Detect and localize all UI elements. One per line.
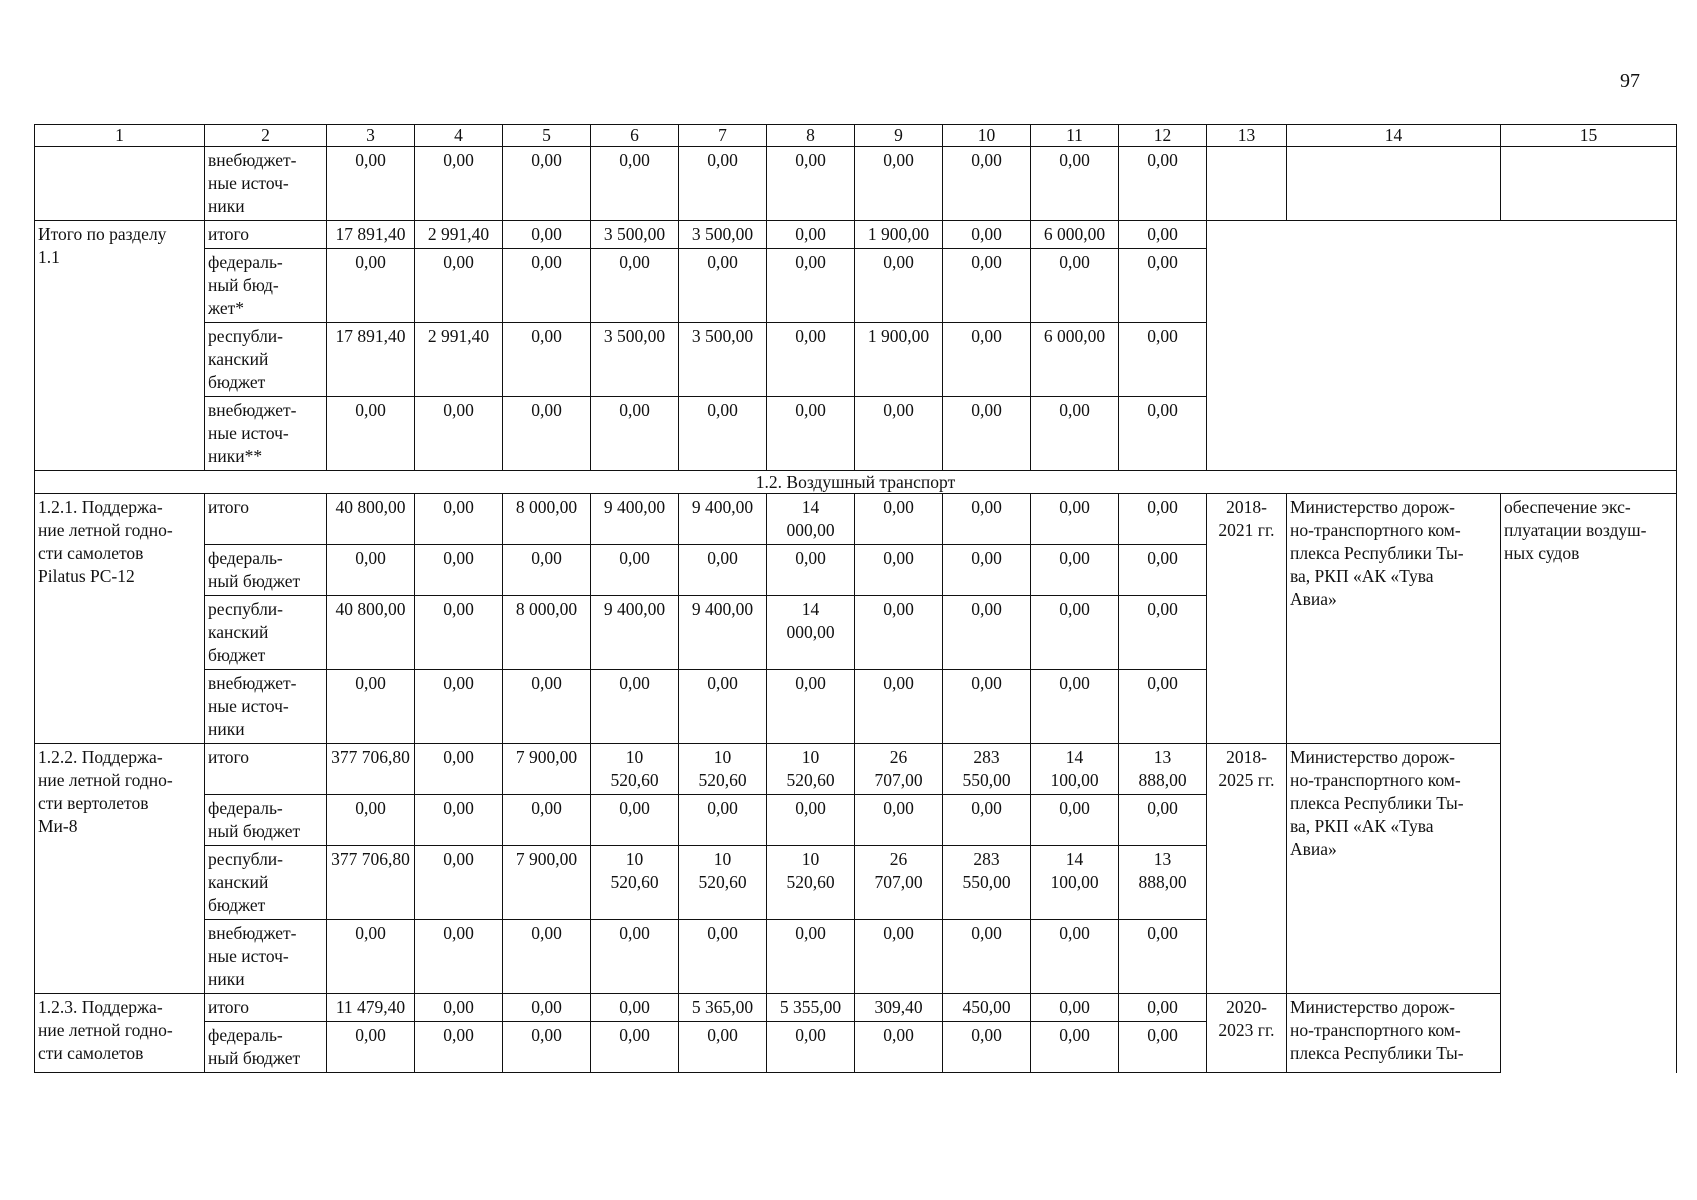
value-cell: 8 000,00 <box>503 494 591 545</box>
value-cell: 0,00 <box>1031 494 1119 545</box>
value-cell: 0,00 <box>767 147 855 221</box>
value-cell: 8 000,00 <box>503 596 591 670</box>
value-cell: 14 100,00 <box>1031 846 1119 920</box>
value-cell: 0,00 <box>327 795 415 846</box>
value-cell: 2 991,40 <box>415 323 503 397</box>
value-cell: 0,00 <box>415 670 503 744</box>
table-row <box>35 494 1677 545</box>
value-cell: 0,00 <box>943 249 1031 323</box>
value-cell: 10 520,60 <box>591 744 679 795</box>
funding-source: республи- канский бюджет <box>205 596 327 670</box>
implementation-period: 2018- 2025 гг. <box>1207 744 1287 994</box>
empty-cell <box>35 147 205 221</box>
value-cell: 14 100,00 <box>1031 744 1119 795</box>
value-cell: 0,00 <box>855 795 943 846</box>
value-cell: 26 707,00 <box>855 846 943 920</box>
value-cell: 0,00 <box>767 795 855 846</box>
column-header: 14 <box>1287 125 1501 147</box>
value-cell: 0,00 <box>943 545 1031 596</box>
value-cell: 0,00 <box>503 323 591 397</box>
value-cell: 0,00 <box>855 545 943 596</box>
value-cell: 10 520,60 <box>591 846 679 920</box>
value-cell: 10 520,60 <box>767 744 855 795</box>
value-cell: 1 900,00 <box>855 323 943 397</box>
value-cell: 0,00 <box>855 147 943 221</box>
value-cell: 0,00 <box>943 494 1031 545</box>
table-row <box>35 221 1677 249</box>
executor: Министерство дорож- но-транспортного ком- плекса Республики Ты- ва, РКП «АК «Тува Авиа» <box>1287 744 1501 994</box>
value-cell: 0,00 <box>767 545 855 596</box>
value-cell: 6 000,00 <box>1031 323 1119 397</box>
value-cell: 0,00 <box>855 1022 943 1073</box>
column-header: 11 <box>1031 125 1119 147</box>
value-cell: 0,00 <box>1119 596 1207 670</box>
value-cell: 377 706,80 <box>327 846 415 920</box>
value-cell: 0,00 <box>1119 147 1207 221</box>
funding-source: республи- канский бюджет <box>205 846 327 920</box>
value-cell: 0,00 <box>855 249 943 323</box>
value-cell: 377 706,80 <box>327 744 415 795</box>
funding-source: федераль- ный бюджет <box>205 1022 327 1073</box>
funding-source: внебюджет- ные источ- ники <box>205 147 327 221</box>
funding-source: федераль- ный бюджет <box>205 545 327 596</box>
value-cell: 14 000,00 <box>767 494 855 545</box>
value-cell: 0,00 <box>1119 670 1207 744</box>
value-cell: 26 707,00 <box>855 744 943 795</box>
value-cell: 0,00 <box>943 670 1031 744</box>
value-cell: 0,00 <box>415 744 503 795</box>
value-cell: 0,00 <box>415 494 503 545</box>
value-cell: 0,00 <box>415 1022 503 1073</box>
funding-source: внебюджет- ные источ- ники <box>205 670 327 744</box>
value-cell: 0,00 <box>591 795 679 846</box>
executor: Министерство дорож- но-транспортного ком- плекса Республики Ты- ва, РКП «АК «Тува Авиа» <box>1287 494 1501 744</box>
empty-cell <box>1287 147 1501 221</box>
value-cell: 0,00 <box>1119 545 1207 596</box>
value-cell: 0,00 <box>591 920 679 994</box>
measure-name: 1.2.3. Поддержа- ние летной годно- сти самолетов <box>35 994 205 1073</box>
value-cell: 10 520,60 <box>767 846 855 920</box>
value-cell: 17 891,40 <box>327 221 415 249</box>
value-cell: 0,00 <box>327 545 415 596</box>
value-cell: 0,00 <box>591 249 679 323</box>
value-cell: 0,00 <box>503 221 591 249</box>
value-cell: 0,00 <box>679 147 767 221</box>
column-header: 12 <box>1119 125 1207 147</box>
value-cell: 0,00 <box>1119 494 1207 545</box>
value-cell: 0,00 <box>415 795 503 846</box>
value-cell: 450,00 <box>943 994 1031 1022</box>
value-cell: 6 000,00 <box>1031 221 1119 249</box>
value-cell: 0,00 <box>943 920 1031 994</box>
value-cell: 10 520,60 <box>679 744 767 795</box>
value-cell: 0,00 <box>1119 994 1207 1022</box>
value-cell: 0,00 <box>679 249 767 323</box>
column-header: 10 <box>943 125 1031 147</box>
section-total-label: Итого по разделу 1.1 <box>35 221 205 471</box>
funding-source: федераль- ный бюд- жет* <box>205 249 327 323</box>
value-cell: 0,00 <box>327 147 415 221</box>
value-cell: 0,00 <box>1031 670 1119 744</box>
value-cell: 0,00 <box>1119 249 1207 323</box>
value-cell: 9 400,00 <box>591 494 679 545</box>
value-cell: 9 400,00 <box>591 596 679 670</box>
value-cell: 0,00 <box>855 494 943 545</box>
value-cell: 283 550,00 <box>943 744 1031 795</box>
value-cell: 0,00 <box>327 1022 415 1073</box>
value-cell: 0,00 <box>943 221 1031 249</box>
column-header: 8 <box>767 125 855 147</box>
value-cell: 0,00 <box>1031 147 1119 221</box>
column-header: 6 <box>591 125 679 147</box>
column-header: 5 <box>503 125 591 147</box>
implementation-period: 2020- 2023 гг. <box>1207 994 1287 1073</box>
value-cell: 0,00 <box>1031 1022 1119 1073</box>
expected-result: обеспечение экс- плуатации воздуш- ных судов <box>1501 494 1677 1073</box>
value-cell: 0,00 <box>327 670 415 744</box>
column-header: 7 <box>679 125 767 147</box>
value-cell: 0,00 <box>1031 795 1119 846</box>
value-cell: 17 891,40 <box>327 323 415 397</box>
value-cell: 0,00 <box>415 920 503 994</box>
financing-table <box>34 124 1677 1073</box>
funding-source: итого <box>205 744 327 795</box>
value-cell: 2 991,40 <box>415 221 503 249</box>
value-cell: 0,00 <box>943 1022 1031 1073</box>
value-cell: 0,00 <box>503 249 591 323</box>
value-cell: 0,00 <box>943 147 1031 221</box>
value-cell: 0,00 <box>767 397 855 471</box>
value-cell: 3 500,00 <box>591 323 679 397</box>
value-cell: 0,00 <box>327 397 415 471</box>
value-cell: 0,00 <box>415 147 503 221</box>
value-cell: 0,00 <box>943 397 1031 471</box>
value-cell: 3 500,00 <box>679 323 767 397</box>
empty-cell <box>1207 147 1287 221</box>
value-cell: 0,00 <box>591 545 679 596</box>
value-cell: 309,40 <box>855 994 943 1022</box>
implementation-period: 2018- 2021 гг. <box>1207 494 1287 744</box>
value-cell: 283 550,00 <box>943 846 1031 920</box>
value-cell: 0,00 <box>767 1022 855 1073</box>
value-cell: 0,00 <box>679 545 767 596</box>
value-cell: 0,00 <box>591 670 679 744</box>
value-cell: 0,00 <box>503 795 591 846</box>
table-row <box>35 994 1677 1022</box>
section-heading-row <box>35 471 1677 494</box>
value-cell: 40 800,00 <box>327 494 415 545</box>
value-cell: 5 365,00 <box>679 994 767 1022</box>
value-cell: 0,00 <box>1031 397 1119 471</box>
value-cell: 0,00 <box>943 596 1031 670</box>
value-cell: 0,00 <box>415 249 503 323</box>
value-cell: 0,00 <box>415 545 503 596</box>
funding-source: итого <box>205 494 327 545</box>
value-cell: 0,00 <box>679 795 767 846</box>
funding-source: итого <box>205 221 327 249</box>
value-cell: 5 355,00 <box>767 994 855 1022</box>
value-cell: 0,00 <box>1031 545 1119 596</box>
value-cell: 3 500,00 <box>679 221 767 249</box>
empty-cell <box>1501 147 1677 221</box>
value-cell: 0,00 <box>767 221 855 249</box>
value-cell: 0,00 <box>415 994 503 1022</box>
value-cell: 0,00 <box>767 249 855 323</box>
value-cell: 7 900,00 <box>503 846 591 920</box>
value-cell: 0,00 <box>1031 994 1119 1022</box>
value-cell: 0,00 <box>503 147 591 221</box>
value-cell: 0,00 <box>503 670 591 744</box>
value-cell: 0,00 <box>1031 596 1119 670</box>
value-cell: 0,00 <box>327 920 415 994</box>
column-number-row <box>35 125 1677 147</box>
section-title: 1.2. Воздушный транспорт <box>35 471 1677 494</box>
value-cell: 0,00 <box>855 596 943 670</box>
value-cell: 0,00 <box>1119 221 1207 249</box>
value-cell: 0,00 <box>943 795 1031 846</box>
funding-source: республи- канский бюджет <box>205 323 327 397</box>
value-cell: 1 900,00 <box>855 221 943 249</box>
value-cell: 10 520,60 <box>679 846 767 920</box>
value-cell: 0,00 <box>855 670 943 744</box>
value-cell: 0,00 <box>503 920 591 994</box>
continuation-row <box>35 147 1677 221</box>
column-header: 1 <box>35 125 205 147</box>
value-cell: 13 888,00 <box>1119 846 1207 920</box>
value-cell: 0,00 <box>1119 920 1207 994</box>
funding-source: внебюджет- ные источ- ники** <box>205 397 327 471</box>
value-cell: 9 400,00 <box>679 494 767 545</box>
value-cell: 0,00 <box>679 397 767 471</box>
table-row <box>35 744 1677 795</box>
value-cell: 14 000,00 <box>767 596 855 670</box>
value-cell: 3 500,00 <box>591 221 679 249</box>
value-cell: 9 400,00 <box>679 596 767 670</box>
value-cell: 0,00 <box>767 670 855 744</box>
value-cell: 0,00 <box>415 397 503 471</box>
value-cell: 0,00 <box>415 846 503 920</box>
funding-source: внебюджет- ные источ- ники <box>205 920 327 994</box>
executor: Министерство дорож- но-транспортного ком- плекса Республики Ты- <box>1287 994 1501 1073</box>
value-cell: 7 900,00 <box>503 744 591 795</box>
value-cell: 0,00 <box>1031 920 1119 994</box>
value-cell: 0,00 <box>591 1022 679 1073</box>
value-cell: 0,00 <box>415 596 503 670</box>
empty-cell <box>1207 221 1677 471</box>
page-number: 97 <box>1620 70 1640 92</box>
measure-name: 1.2.1. Поддержа- ние летной годно- сти самолетов Pilatus PC-12 <box>35 494 205 744</box>
value-cell: 0,00 <box>1119 1022 1207 1073</box>
funding-source: федераль- ный бюджет <box>205 795 327 846</box>
value-cell: 0,00 <box>1119 397 1207 471</box>
value-cell: 40 800,00 <box>327 596 415 670</box>
column-header: 9 <box>855 125 943 147</box>
value-cell: 0,00 <box>679 670 767 744</box>
value-cell: 0,00 <box>503 397 591 471</box>
column-header: 4 <box>415 125 503 147</box>
value-cell: 0,00 <box>503 545 591 596</box>
value-cell: 0,00 <box>591 994 679 1022</box>
funding-source: итого <box>205 994 327 1022</box>
value-cell: 0,00 <box>503 1022 591 1073</box>
value-cell: 0,00 <box>679 920 767 994</box>
column-header: 15 <box>1501 125 1677 147</box>
value-cell: 0,00 <box>503 994 591 1022</box>
column-header: 2 <box>205 125 327 147</box>
value-cell: 13 888,00 <box>1119 744 1207 795</box>
value-cell: 0,00 <box>1031 249 1119 323</box>
value-cell: 0,00 <box>591 397 679 471</box>
value-cell: 0,00 <box>327 249 415 323</box>
value-cell: 0,00 <box>943 323 1031 397</box>
value-cell: 0,00 <box>767 323 855 397</box>
value-cell: 0,00 <box>767 920 855 994</box>
value-cell: 0,00 <box>679 1022 767 1073</box>
measure-name: 1.2.2. Поддержа- ние летной годно- сти вертолетов Ми-8 <box>35 744 205 994</box>
value-cell: 0,00 <box>855 397 943 471</box>
value-cell: 0,00 <box>591 147 679 221</box>
value-cell: 11 479,40 <box>327 994 415 1022</box>
value-cell: 0,00 <box>1119 795 1207 846</box>
value-cell: 0,00 <box>855 920 943 994</box>
column-header: 13 <box>1207 125 1287 147</box>
value-cell: 0,00 <box>1119 323 1207 397</box>
column-header: 3 <box>327 125 415 147</box>
